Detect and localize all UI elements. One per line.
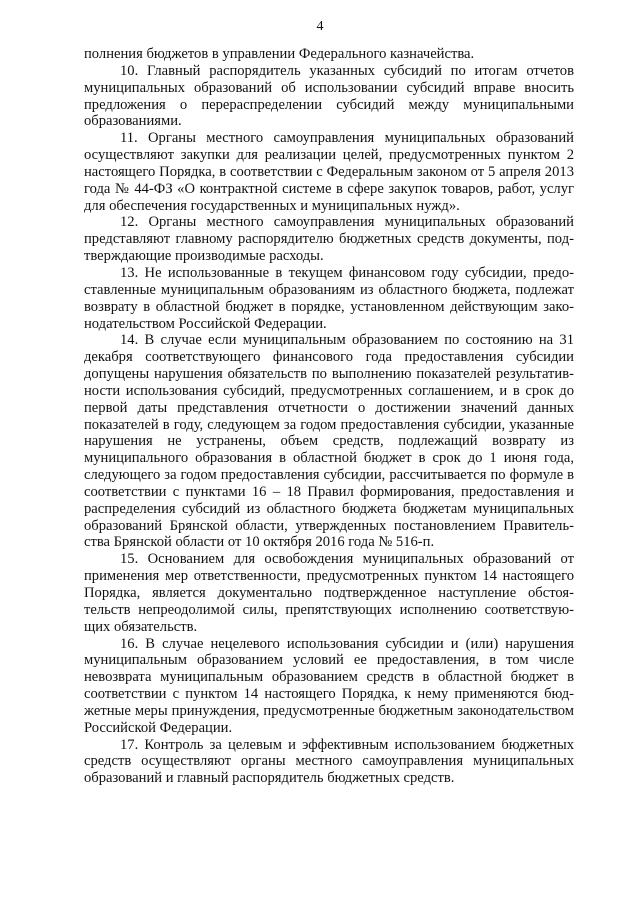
page-number: 4 — [316, 19, 324, 34]
paragraph-14: 14. В случае если муниципальным образованием по состоянию на 31 декабря соответствующего финансового года предоставления субсидии допущены нарушения обязательств по выполнению показателей результативности использования субсидий, предусмотренных соглашением, и в срок до первой даты представления отчетности о достижении значений данных показателей в году, следующем за годом предоставления субсидии, указанные нарушения не устранены, объем средств, подлежащий возврату из муниципального образования в областной бюджет в срок до 1 июня года, следующего за годом предоставления субсидии, рассчитывается по формуле в соответствии с пунктами 16 – 18 Правил формирования, предоставления и распределения субсидий из областного бюджета бюджетам муниципальных образований Брянской области, утвержденных постановлением Правительства Брянской области от 10 октября 2016 года № 516-п. — [84, 332, 574, 551]
paragraph-17: 17. Контроль за целевым и эффективным использованием бюджетных средств осуществляют органы местного самоуправления муниципальных образований и главный распорядитель бюджетных средств. — [84, 736, 574, 787]
paragraph-continuation: полнения бюджетов в управлении Федерального казначейства. — [84, 46, 475, 62]
paragraph-11: 11. Органы местного самоуправления муниципальных образований осуществляют закупки для реализации целей, предусмотренных пунктом 2 настоящего Порядка, в соответствии с Федеральным законом от 5 апреля 2013 года № 44-ФЗ «О контрактной системе в сфере закупок товаров, работ, услуг для обеспечения государственных и муниципальных нужд». — [84, 130, 574, 214]
paragraph-10: 10. Главный распорядитель указанных субсидий по итогам отчетов муниципальных образований об использовании субсидий вправе вносить предложения о перераспределении субсидий между муниципальными образованиями. — [84, 62, 574, 130]
paragraph-15: 15. Основанием для освобождения муниципальных образований от применения мер ответственности, предусмотренных пунктом 14 настоящего Порядка, является документально подтвержденное наступление обстоятельств непреодолимой силы, препятствующих исполнению соответствующих обязательств. — [84, 551, 574, 635]
document-body — [84, 46, 574, 787]
paragraph-13: 13. Не использованные в текущем финансовом году субсидии, предоставленные муниципальным образованиям из областного бюджета, подлежат возврату в областной бюджет в порядке, установленном действующим законодательством Российской Федерации. — [84, 264, 574, 332]
paragraph-12: 12. Органы местного самоуправления муниципальных образований представляют главному распорядителю бюджетных средств документы, подтверждающие производимые расходы. — [84, 214, 574, 265]
paragraph-16: 16. В случае нецелевого использования субсидии и (или) нарушения муниципальным образованием условий ее предоставления, в том числе невозврата муниципальным образованием средств в областной бюджет в соответствии с пунктом 14 настоящего Порядка, к нему применяются бюджетные меры принуждения, предусмотренные бюджетным законодательством Российской Федерации. — [84, 635, 574, 736]
